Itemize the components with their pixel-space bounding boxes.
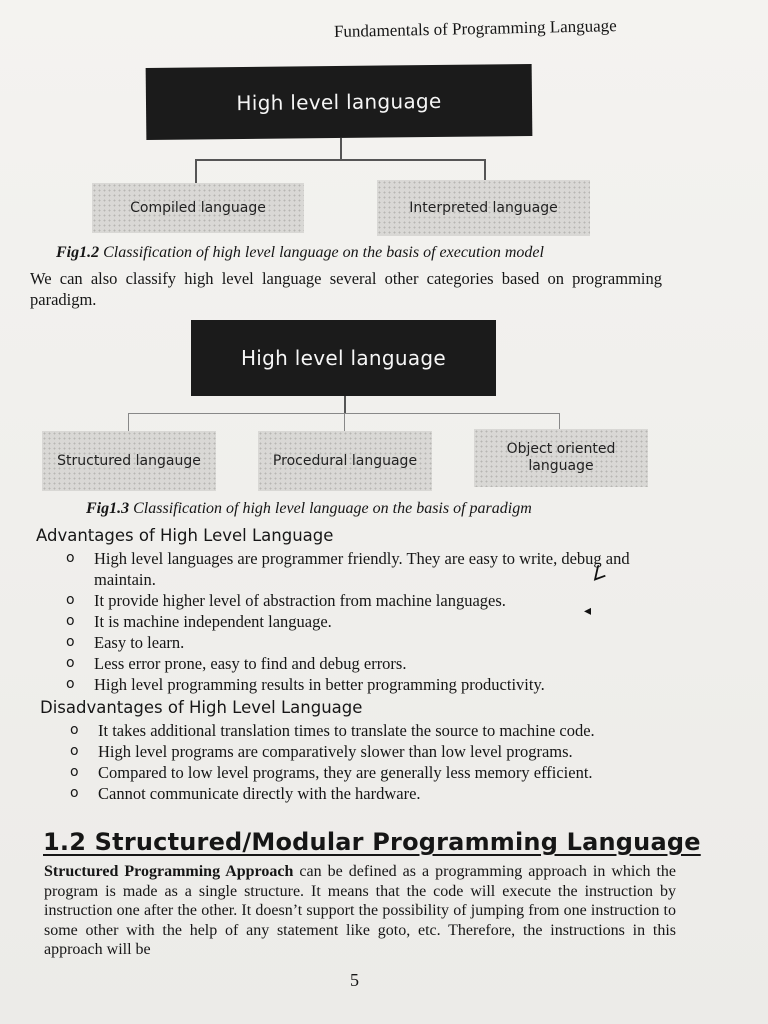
- section-lead-bold: Structured Programming Approach: [44, 863, 294, 880]
- section-title: 1.2 Structured/Modular Programming Language: [43, 828, 701, 856]
- connector-line: [344, 396, 346, 414]
- connector-line: [128, 413, 129, 431]
- list-item: o High level programs are comparatively slower than low level programs.: [70, 741, 650, 762]
- list-item: o High level languages are programmer friendly. They are easy to write, debug and maintain.: [66, 548, 674, 590]
- diagram2-root-box: High level language: [191, 320, 496, 396]
- list-item: o Compared to low level programs, they are generally less memory efficient.: [70, 762, 650, 783]
- list-item: o Easy to learn.: [66, 632, 674, 653]
- caption-label: Fig1.3: [86, 500, 130, 517]
- connector-line: [559, 413, 560, 429]
- list-item: o It takes additional translation times to translate the source to machine code.: [70, 720, 650, 741]
- intro-paragraph: We can also classify high level language several other categories based on programming paradigm.: [30, 269, 662, 309]
- figure-caption-1.2: [56, 244, 544, 262]
- caption-text: Classification of high level language on the basis of paradigm: [133, 500, 532, 517]
- caption-text: Classification of high level language on the basis of execution model: [103, 244, 544, 261]
- diagram2-procedural-box: Procedural language: [258, 431, 432, 491]
- connector-line: [484, 159, 486, 181]
- connector-line: [195, 159, 485, 161]
- figure-caption-1.3: [86, 500, 532, 518]
- caption-label: Fig1.2: [56, 244, 100, 261]
- list-item: o High level programming results in better programming productivity.: [66, 674, 674, 695]
- connector-line: [340, 138, 342, 160]
- diagram2-object-oriented-box: Object oriented language: [474, 429, 648, 487]
- page-number: 5: [350, 970, 359, 990]
- diagram2-structured-box: Structured langauge: [42, 431, 216, 491]
- list-item: o Cannot communicate directly with the hardware.: [70, 783, 650, 804]
- running-header: Fundamentals of Programming Language: [333, 16, 617, 41]
- disadvantages-heading: Disadvantages of High Level Language: [40, 698, 363, 717]
- connector-line: [344, 413, 345, 431]
- diagram1-interpreted-box: Interpreted language: [377, 180, 590, 236]
- pen-mark-icon: ∠: [586, 560, 610, 587]
- disadvantages-list: [70, 720, 650, 804]
- advantages-list: [66, 548, 674, 695]
- section-paragraph: [44, 862, 676, 960]
- pen-mark-icon: ◂: [584, 603, 592, 619]
- diagram1-root-box: High level language: [146, 64, 533, 140]
- section-body: can be defined as a programming approach in which the program is made as a single structure. It means that the code will execute the instruction by instruction one after the other. It doesn’t support the possibility of jumping from one instruction to some other with the help of any statement like goto, etc. Therefore, the instructions in this approach will be: [44, 863, 677, 958]
- list-item: o Less error prone, easy to find and debug errors.: [66, 653, 674, 674]
- list-item: o It provide higher level of abstraction from machine languages.: [66, 590, 674, 611]
- list-item: o It is machine independent language.: [66, 611, 674, 632]
- diagram1-compiled-box: Compiled language: [92, 183, 304, 233]
- connector-line: [195, 159, 197, 183]
- advantages-heading: Advantages of High Level Language: [36, 526, 334, 545]
